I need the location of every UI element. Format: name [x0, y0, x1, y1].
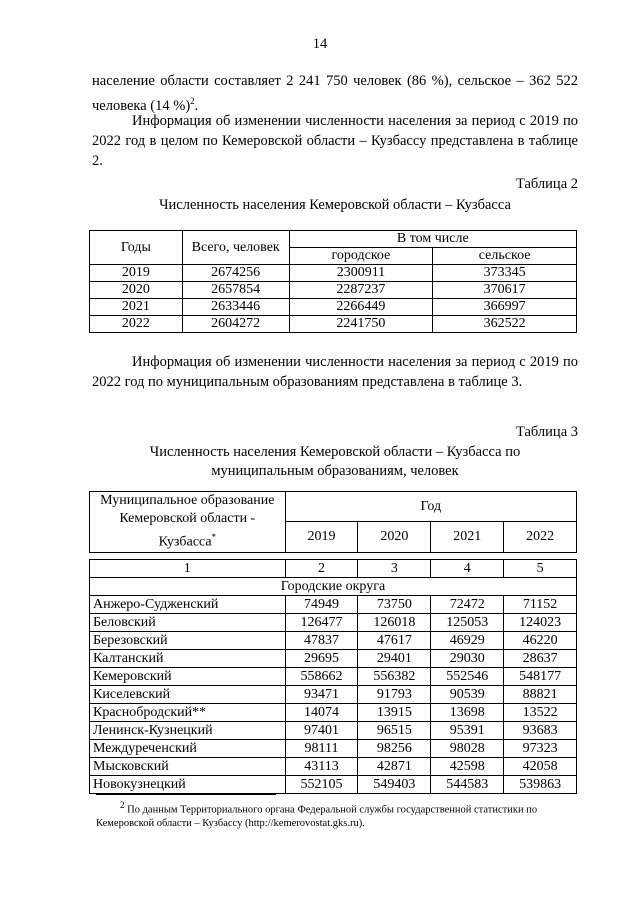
population-cell: 95391 [431, 721, 504, 739]
header-urban: городское [289, 248, 433, 265]
page-number: 14 [312, 36, 328, 52]
paragraph-region-info: Информация об изменении численности населения за период с 2019 по 2022 год в целом по Кемеровской области – Кузбассу представлена в таблице 2. [92, 113, 578, 169]
column-number: 1 [90, 559, 286, 577]
population-cell: 14074 [285, 703, 358, 721]
population-cell: 42058 [504, 757, 577, 775]
table-row [90, 595, 577, 613]
header-years: Годы [90, 231, 183, 265]
municipality-name: Киселевский [90, 685, 286, 703]
table-cell: 2674256 [182, 265, 289, 282]
population-cell: 97323 [504, 739, 577, 757]
column-number: 4 [431, 559, 504, 577]
table-cell: 2241750 [289, 316, 433, 333]
population-cell: 29030 [431, 649, 504, 667]
column-number: 2 [285, 559, 358, 577]
population-cell: 88821 [504, 685, 577, 703]
population-cell: 74949 [285, 595, 358, 613]
population-cell: 29401 [358, 649, 431, 667]
table-row [90, 739, 577, 757]
table-row [90, 299, 577, 316]
table-row [90, 685, 577, 703]
column-number: 5 [504, 559, 577, 577]
table-cell: 2019 [90, 265, 183, 282]
population-cell: 71152 [504, 595, 577, 613]
population-cell: 126477 [285, 613, 358, 631]
population-cell: 98111 [285, 739, 358, 757]
population-cell: 125053 [431, 613, 504, 631]
header-year-2020: 2020 [358, 522, 431, 552]
population-cell: 544583 [431, 775, 504, 793]
table-row [90, 703, 577, 721]
table-cell: 2633446 [182, 299, 289, 316]
population-cell: 29695 [285, 649, 358, 667]
paragraph-population-share [92, 71, 578, 116]
population-cell: 96515 [358, 721, 431, 739]
population-cell: 97401 [285, 721, 358, 739]
header-municipality-text: Муниципальное образование Кемеровской области - Кузбасса [100, 493, 275, 550]
table-cell: 2604272 [182, 316, 289, 333]
footnote-number: 2 [120, 800, 125, 810]
population-table [89, 230, 577, 333]
table-cell: 2657854 [182, 282, 289, 299]
population-cell: 548177 [504, 667, 577, 685]
population-cell: 72472 [431, 595, 504, 613]
municipality-name: Калтанский [90, 649, 286, 667]
header-including: В том числе [289, 231, 576, 248]
population-cell: 47837 [285, 631, 358, 649]
population-cell: 552105 [285, 775, 358, 793]
population-cell: 42871 [358, 757, 431, 775]
population-cell: 556382 [358, 667, 431, 685]
table2-caption: Таблица 2 [515, 176, 578, 192]
header-year-2022: 2022 [504, 522, 577, 552]
table-cell: 2021 [90, 299, 183, 316]
population-cell: 539863 [504, 775, 577, 793]
table-cell: 370617 [433, 282, 577, 299]
population-cell: 28637 [504, 649, 577, 667]
table3-caption: Таблица 3 [515, 424, 578, 440]
table-row [90, 631, 577, 649]
population-cell: 13915 [358, 703, 431, 721]
table-row [90, 282, 577, 299]
municipality-name: Кемеровский [90, 667, 286, 685]
population-cell: 46929 [431, 631, 504, 649]
population-cell: 90539 [431, 685, 504, 703]
population-cell: 558662 [285, 667, 358, 685]
paragraph-municipal-info: Информация об изменении численности населения за период с 2019 по 2022 год по муниципальным образованиям представлена в таблице 3. [92, 354, 578, 390]
footnote [96, 799, 580, 830]
municipality-name: Беловский [90, 613, 286, 631]
table-row [90, 649, 577, 667]
municipality-name: Березовский [90, 631, 286, 649]
population-cell: 98256 [358, 739, 431, 757]
header-year: Год [285, 492, 576, 522]
population-cell: 73750 [358, 595, 431, 613]
header-year-2019: 2019 [285, 522, 358, 552]
table-cell: 2300911 [289, 265, 433, 282]
population-cell: 46220 [504, 631, 577, 649]
table-row [90, 667, 577, 685]
population-cell: 98028 [431, 739, 504, 757]
header-rural: сельское [433, 248, 577, 265]
table3-title-line1: Численность населения Кемеровской области – Кузбасса по [149, 444, 521, 460]
population-cell: 13522 [504, 703, 577, 721]
population-cell: 91793 [358, 685, 431, 703]
header-municipality-sup: * [211, 532, 217, 542]
header-year-2021: 2021 [431, 522, 504, 552]
footnote-divider [96, 794, 276, 795]
table-row [90, 613, 577, 631]
table-spacer [90, 552, 577, 559]
header-total: Всего, человек [182, 231, 289, 265]
footnote-ref[interactable]: 2 [190, 96, 195, 106]
paragraph-end: . [194, 97, 199, 114]
population-cell: 124023 [504, 613, 577, 631]
population-cell: 13698 [431, 703, 504, 721]
table-cell: 362522 [433, 316, 577, 333]
population-cell: 47617 [358, 631, 431, 649]
table-cell: 373345 [433, 265, 577, 282]
table-cell: 2020 [90, 282, 183, 299]
table-row [90, 775, 577, 793]
table3-title-line2: муниципальным образованиям, человек [211, 463, 459, 479]
municipality-name: Краснобродский** [90, 703, 286, 721]
paragraph-text: население области составляет 2 241 750 человек (86 %), сельское – 362 522 человека (14 %) [92, 73, 578, 114]
population-cell: 43113 [285, 757, 358, 775]
table-row [90, 757, 577, 775]
table-cell: 2022 [90, 316, 183, 333]
table-cell: 2287237 [289, 282, 433, 299]
table3-title [92, 443, 578, 481]
table-cell: 2266449 [289, 299, 433, 316]
column-number: 3 [358, 559, 431, 577]
footnote-text: По данным Территориального органа Федеральной службы государственной статистики по Кемеровской области – Кузбассу (http://kemerovostat.gks.ru). [96, 804, 538, 829]
table2-title: Численность населения Кемеровской области – Кузбасса [159, 197, 511, 213]
population-cell: 549403 [358, 775, 431, 793]
population-cell: 552546 [431, 667, 504, 685]
municipality-name: Ленинск-Кузнецкий [90, 721, 286, 739]
population-cell: 93683 [504, 721, 577, 739]
population-cell: 126018 [358, 613, 431, 631]
municipality-name: Новокузнецкий [90, 775, 286, 793]
population-cell: 42598 [431, 757, 504, 775]
table-row [90, 265, 577, 282]
section-header: Городские округа [90, 577, 577, 595]
table-row [90, 721, 577, 739]
municipality-name: Анжеро-Судженский [90, 595, 286, 613]
population-cell: 93471 [285, 685, 358, 703]
table-row [90, 316, 577, 333]
table-cell: 366997 [433, 299, 577, 316]
municipal-population-table [89, 491, 577, 794]
municipality-name: Мысковский [90, 757, 286, 775]
municipality-name: Междуреченский [90, 739, 286, 757]
header-municipality [90, 492, 286, 553]
